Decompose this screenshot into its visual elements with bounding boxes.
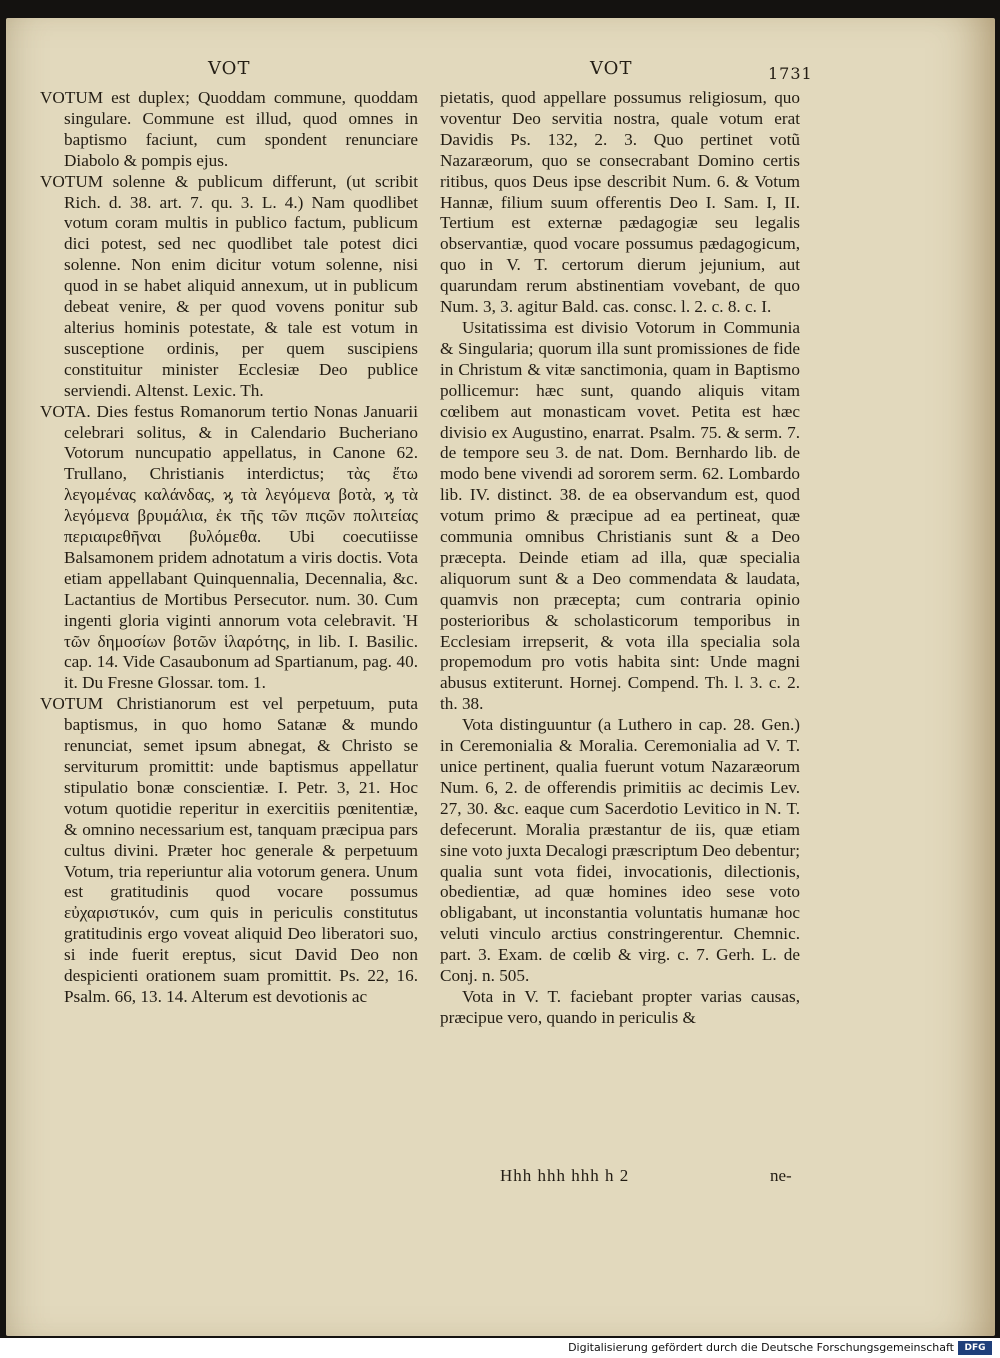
entry-paragraph: VOTUM solenne & publicum differunt, (ut scribit Rich. d. 38. art. 7. qu. 3. L. 4.) Nam quodlibet votum coram multis in publico factum, publicum dici potest, sed nec quodlibet tale potest dici solenne. Non enim dicitur votum solenne, nisi quod in se habet aliquid annexum, ut in publicum debeat venire, & per quod vovens ponitur sub alterius hominis potestate, & tale est votum in susceptione ordinis, per quem suscipiens constituitur minister Ecclesiæ Deo publice serviendi. Altenst. Lexic. Th. bbox=[40, 171, 418, 400]
entry-paragraph: Vota distinguuntur (a Luthero in cap. 28. Gen.) in Ceremonialia & Moralia. Ceremonialia ad V. T. unice pertinent, qualia fuerunt votum Nazaræorum Num. 6, 2. de offerendis primitiis ac decimis Lev. 27, 30. &c. eaque cum Sacerdotio Levitico in N. T. defecerunt. Moralia præstantur de iis, quæ etiam sine voto juxta Decalogi præscriptum Deo debentur; qualia sunt vota fidei, invocationis, dilectionis, obedientiæ, ad quæ homines ideo sese voto obligabant, ut inconstantia voluntatis humanæ hoc veluti vinculo arctius constringerentur. Chemnic. part. 3. Exam. de cœlib & virg. c. 7. Gerh. L. de Conj. n. 505. bbox=[440, 715, 800, 986]
entry-paragraph: Usitatissima est divisio Votorum in Communia & Singularia; quorum illa sunt promissiones de fide in Christum & vitæ sanctimonia, quam in Baptismo pollicemur: hæc sunt, quando aliquis vitam cœlibem aut monasticam vovet. Petita est hæc divisio ex Augustino, enarrat. Psalm. 75. & serm. 7. de tempore seu 3. de nat. Dom. Bernhardo lib. de modo bene vivendi ad sororem serm. 62. Lombardo lib. IV. distinct. 38. de ea observandum est, quod votum primo & præcipue ad ea pertineat, quæ communia omnibus Christianis sunt & a Deo præcepta. Deinde etiam ad illa, quæ specialia aliquorum sunt & a Deo commendata & laudata, quamvis non præcepta; cum contraria opinio posterioribus & scholasticorum temporibus in Ecclesiam irrepserit, & vota illa specialia sola propemodum pro votis habita sint: Unde magni abusus extiterunt. Hornej. Compend. Th. l. 3. c. 2. th. 38. bbox=[440, 317, 800, 714]
running-head-right: VOT bbox=[590, 58, 633, 79]
entry-paragraph: VOTUM Christianorum est vel perpetuum, puta baptismus, in quo homo Satanæ & mundo renunciat, semet ipsum abnegat, & Christo se serviturum promittit: unde baptismus appellatur stipulatio bonæ conscientiæ. I. Petr. 3, 21. Hoc votum quotidie reperitur in exercitiis pœnitentiæ, & omnino necessarium est, tanquam præcipua pars cultus divini. Præter hoc generale & perpetuum Votum, tria reperiuntur alia votorum genera. Unum est gratitudinis quod vocare possumus εὐχαριστικόν, cum quis in periculis constitutus gratitudinis ergo voveat aliquid Deo liberatori suo, si inde fuerit ereptus, sicut David Deo non despicienti orationem suam promittit. Ps. 22, 16. Psalm. 66, 13. 14. Alterum est devotionis ac bbox=[40, 694, 418, 1006]
catchword: ne- bbox=[770, 1166, 792, 1185]
dfg-logo-icon: DFG bbox=[958, 1341, 992, 1355]
entry-paragraph: Vota in V. T. faciebant propter varias causas, præcipue vero, quando in periculis & bbox=[440, 986, 800, 1027]
right-column bbox=[440, 88, 800, 1029]
footer-credit: Digitalisierung gefördert durch die Deutsche Forschungsgemeinschaft bbox=[568, 1341, 954, 1354]
page-number: 1731 bbox=[768, 64, 813, 83]
signature-mark: Hhh hhh hhh h 2 bbox=[500, 1166, 630, 1185]
digitization-footer bbox=[0, 1338, 1000, 1358]
running-head-left: VOT bbox=[208, 58, 251, 79]
entry-paragraph: VOTUM est duplex; Quoddam commune, quoddam singulare. Commune est illud, quod omnes in baptismo faciunt, cum spondent renunciare Diabolo & pompis ejus. bbox=[40, 88, 418, 170]
left-column bbox=[40, 88, 418, 1008]
entry-paragraph: pietatis, quod appellare possumus religiosum, quo voventur Deo servitia nostra, quale votum erat Davidis Ps. 132, 2. 3. Quo pertinet votũ Nazaræorum, quo se consecrabant Domino certis ritibus, quos Deus ipse describit Num. 6. & Votum Hannæ, filium suum offerentis Deo I. Sam. I, II. Tertium est externæ pædagogiæ seu legalis observantiæ, quod vocare possumus pædagogicum, quo in V. T. certorum dierum jejunium, aut quarundam rerum abstinentiam vovebant, de quo Num. 3, 3. agitur Bald. cas. consc. l. 2. c. 8. c. I. bbox=[440, 88, 800, 317]
entry-paragraph: VOTA. Dies festus Romanorum tertio Nonas Januarii celebrari solitus, & in Calendario Bucheriano Votorum nuncupatio appellatus, in Canone 62. Trullano, Christianis interdictus; τὰς ἔτω λεγομένας καλάνδας, ϗ τὰ λεγόμενα βοτὰ, ϗ τὰ λεγόμενα βρυμάλια, ἐκ τῆς τῶν πιςῶν πολιτείας περιαιρεθῆναι βυλόμεθα. Ubi coecutiisse Balsamonem pridem adnotatum a viris doctis. Vota etiam appellabant Quinquennalia, Decennalia, &c. Lactantius de Mortibus Persecutor. num. 30. Cum ingenti gloria viginti annorum vota celebravit. Ἡ τῶν δημοσίων βοτῶν ἱλαρότης, in lib. I. Basilic. cap. 14. Vide Casaubonum ad Spartianum, pag. 40. it. Du Fresne Glossar. tom. 1. bbox=[40, 401, 418, 693]
